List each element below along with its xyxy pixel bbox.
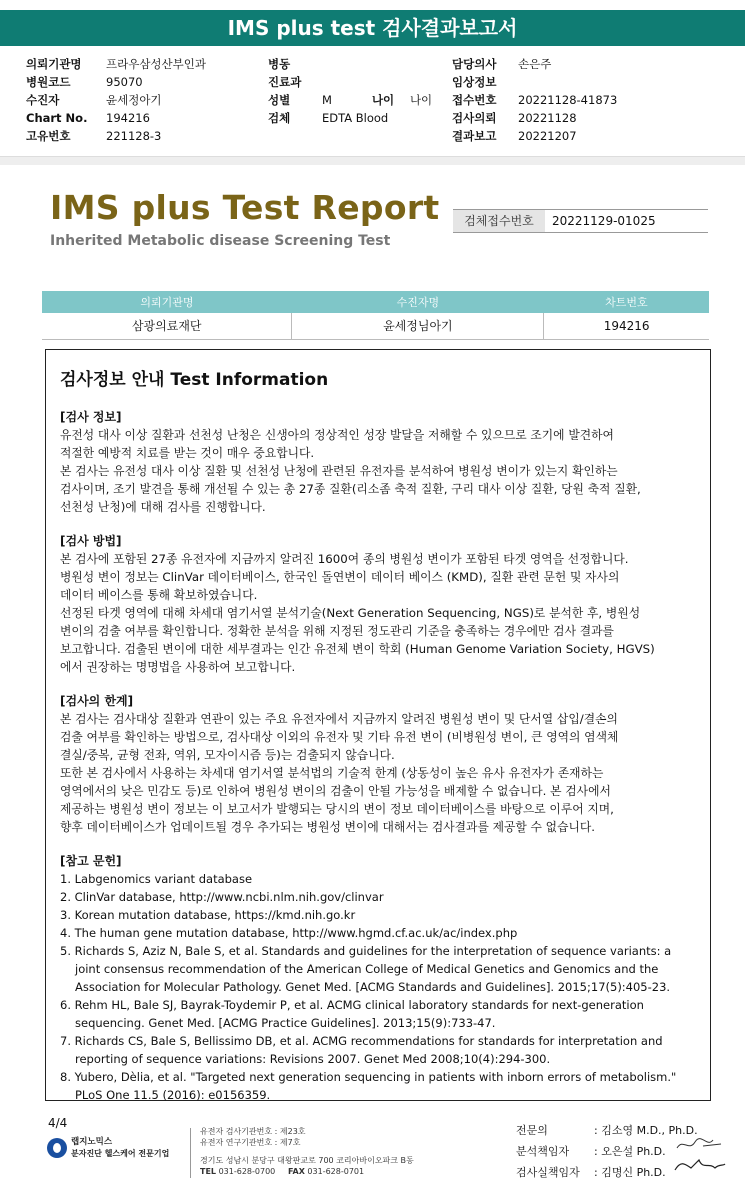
address-line: 경기도 성남시 분당구 대왕판교로 700 코리아바이오파크 B동	[200, 1156, 414, 1165]
meta-value: 221128-3	[106, 129, 162, 143]
company-tagline: 분자진단 헬스케어 전문기업	[71, 1149, 170, 1158]
section-body-test-info	[60, 426, 696, 516]
meta-row	[26, 127, 206, 145]
section-heading-test-method: [검사 방법]	[60, 534, 122, 548]
address-info	[200, 1155, 414, 1177]
signer-list	[516, 1120, 698, 1183]
section-separator	[0, 156, 745, 165]
signer-name: : 김명신 Ph.D.	[594, 1166, 666, 1179]
meta-row	[452, 73, 617, 91]
meta-value: 프라우삼성산부인과	[106, 57, 206, 71]
meta-value: EDTA Blood	[322, 111, 389, 125]
list-item: 2. ClinVar database, http://www.ncbi.nlm.nih.gov/clinvar	[60, 890, 384, 904]
meta-value: M	[322, 93, 332, 107]
fax-number: 031-628-0701	[307, 1167, 365, 1176]
meta-key: 임상정보	[452, 75, 497, 89]
table-cell: 194216	[544, 313, 709, 339]
meta-key: Chart No.	[26, 111, 88, 125]
text-line: 에서 권장하는 명명법을 사용하여 보고합니다.	[60, 660, 296, 674]
text-line: 변이의 검출 여부를 확인합니다. 정확한 분석을 위해 지정된 정도관리 기준을 충족하는 경우에만 검사 결과를	[60, 624, 614, 638]
signer-row	[516, 1162, 698, 1183]
section-heading-references: [참고 문헌]	[60, 854, 122, 868]
signer-row	[516, 1120, 698, 1141]
license-info	[200, 1126, 306, 1148]
report-title: IMS plus Test Report	[50, 188, 440, 227]
meta-value: 손은주	[518, 57, 552, 71]
text-line: 본 검사는 유전성 대사 이상 질환 및 선천성 난청에 관련된 유전자를 분석하여 병원성 변이가 있는지 확인하는	[60, 464, 618, 478]
table-header: 의뢰기관명	[42, 291, 292, 313]
meta-column-1	[26, 55, 206, 145]
meta-column-2	[268, 55, 432, 127]
table-header-row	[42, 291, 709, 313]
company-logo-icon	[47, 1138, 67, 1158]
table-header: 수진자명	[292, 291, 544, 313]
meta-row	[268, 73, 432, 91]
meta-value: 20221207	[518, 129, 577, 143]
meta-key: 접수번호	[452, 93, 497, 107]
text-line: 적절한 예방적 치료를 받는 것이 매우 중요합니다.	[60, 446, 315, 460]
meta-value: 194216	[106, 111, 150, 125]
text-line: 영역에서의 낮은 민감도 등)로 인하여 병원성 변이의 검출이 안될 가능성을 배제할 수 없습니다. 본 검사에서	[60, 784, 611, 798]
tel-number: 031-628-0700	[218, 1167, 276, 1176]
section-heading-test-limits: [검사의 한계]	[60, 694, 134, 708]
text-line: 본 검사에 포함된 27종 유전자에 지금까지 알려진 1600여 종의 병원성 변이가 포함된 타겟 영역을 선정합니다.	[60, 552, 629, 566]
meta-key: 고유번호	[26, 129, 71, 143]
list-item: 5. Richards S, Aziz N, Bale S, et al. Standards and guidelines for the interpretation of sequence variants: a joint consensus recommendation of the American College of Medical Genetics and Genomics and the Association for Molecular Pathology. Genet Med. [ACMG Standards and Guidelines]. 2015;17(5):405-23.	[60, 944, 672, 994]
meta-value: 20221128-41873	[518, 93, 618, 107]
text-line: 선정된 타겟 영역에 대해 차세대 염기서열 분석기술(Next Generation Sequencing, NGS)로 분석한 후, 병원성	[60, 606, 641, 620]
meta-row	[268, 91, 432, 109]
signer-row	[516, 1141, 698, 1162]
patient-info-table	[42, 291, 709, 340]
company-name: 랩지노믹스	[71, 1137, 113, 1147]
text-line: 선천성 난청)에 대해 검사를 진행합니다.	[60, 500, 266, 514]
text-line: 향후 데이터베이스가 업데이트될 경우 추가되는 병원성 변이에 대해서는 검사결과를 제공할 수 없습니다.	[60, 820, 596, 834]
age-value: 나이	[409, 93, 433, 107]
meta-row	[268, 55, 432, 73]
text-line: 데이터 베이스를 통해 확보하였습니다.	[60, 588, 258, 602]
report-banner: IMS plus test 검사결과보고서	[0, 10, 745, 46]
signer-role: 검사실책임자	[516, 1166, 580, 1179]
meta-row	[452, 91, 617, 109]
receipt-number-box	[453, 209, 708, 233]
contact-line	[200, 1166, 414, 1177]
meta-key: 병원코드	[26, 75, 71, 89]
signature-icon	[673, 1154, 727, 1174]
text-line: 보고합니다. 검출된 변이에 대한 세부결과는 인간 유전체 변이 학회 (Human Genome Variation Society, HGVS)	[60, 642, 655, 656]
meta-key: 결과보고	[452, 129, 497, 143]
meta-key: 성별	[268, 93, 291, 107]
table-row	[42, 313, 709, 339]
signer-role: 전문의	[516, 1124, 548, 1137]
meta-row	[452, 127, 617, 145]
test-information-title: 검사정보 안내 Test Information	[60, 370, 329, 390]
text-line: 유전성 대사 이상 질환과 선천성 난청은 신생아의 정상적인 성장 발달을 저해할 수 있으므로 조기에 발견하여	[60, 428, 614, 442]
list-item: 3. Korean mutation database, https://kmd.nih.go.kr	[60, 908, 356, 922]
signer-name: : 김소영 M.D., Ph.D.	[594, 1124, 698, 1137]
meta-column-3	[452, 55, 617, 145]
text-line: 검사이며, 조기 발견을 통해 개선될 수 있는 총 27종 질환(리소좀 축적 질환, 구리 대사 이상 질환, 당원 축적 질환,	[60, 482, 641, 496]
meta-value: 20221128	[518, 111, 577, 125]
meta-row	[26, 55, 206, 73]
meta-row	[452, 55, 617, 73]
section-body-test-method	[60, 550, 696, 676]
meta-key: 검사의뢰	[452, 111, 497, 125]
meta-row	[26, 91, 206, 109]
meta-key: 진료과	[268, 75, 302, 89]
footer-divider	[190, 1128, 191, 1178]
page-footer	[0, 1108, 745, 1194]
test-information-box	[45, 349, 711, 1101]
meta-value: 윤세정아기	[106, 93, 162, 107]
license-line: 유전자 검사기관번호 : 제23호	[200, 1127, 306, 1136]
text-line: 검출 여부를 확인하는 방법으로, 검사대상 이외의 유전자 및 기타 유전 변이 (비병원성 변이, 큰 영역의 염색체	[60, 730, 619, 744]
list-item: 4. The human gene mutation database, http://www.hgmd.cf.ac.uk/ac/index.php	[60, 926, 518, 940]
signer-role: 분석책임자	[516, 1145, 570, 1158]
meta-key: 수진자	[26, 93, 60, 107]
list-item: 1. Labgenomics variant database	[60, 872, 253, 886]
meta-key: 병동	[268, 57, 291, 71]
section-heading-test-info: [검사 정보]	[60, 410, 122, 424]
meta-key: 담당의사	[452, 57, 497, 71]
receipt-label: 검체접수번호	[453, 210, 545, 232]
text-line: 결실/중복, 균형 전좌, 역위, 모자이시즘 등)는 검출되지 않습니다.	[60, 748, 395, 762]
page-number: 4/4	[48, 1116, 68, 1130]
meta-row	[26, 73, 206, 91]
meta-key: 의뢰기관명	[26, 57, 82, 71]
text-line: 본 검사는 검사대상 질환과 연관이 있는 주요 유전자에서 지금까지 알려진 병원성 변이 및 단서열 삽입/결손의	[60, 712, 618, 726]
signer-name: : 오은설 Ph.D.	[594, 1145, 666, 1158]
table-header: 차트번호	[544, 291, 709, 313]
report-subtitle: Inherited Metabolic disease Screening Test	[50, 233, 391, 249]
text-line: 제공하는 병원성 변이 정보는 이 보고서가 발행되는 당시의 변이 정보 데이터베이스를 바탕으로 이루어 지며,	[60, 802, 614, 816]
list-item: 7. Richards CS, Bale S, Bellissimo DB, et al. ACMG recommendations for standards for interpretation and reporting of sequence variations: Revisions 2007. Genet Med 2008;10(4):294-300.	[60, 1034, 663, 1066]
table-cell: 윤세정님아기	[292, 313, 544, 339]
reference-list	[60, 870, 696, 1104]
text-line: 또한 본 검사에서 사용하는 차세대 염기서열 분석법의 기술적 한계 (상동성이 높은 유사 유전자가 존재하는	[60, 766, 604, 780]
meta-value: 95070	[106, 75, 143, 89]
tel-label: TEL	[200, 1167, 217, 1176]
meta-row	[452, 109, 617, 127]
fax-label: FAX	[287, 1167, 305, 1176]
receipt-value: 20221129-01025	[552, 214, 656, 228]
meta-row	[268, 109, 432, 127]
section-body-test-limits	[60, 710, 696, 836]
license-line: 유전자 연구기관번호 : 제7호	[200, 1138, 301, 1147]
meta-row	[26, 109, 206, 127]
text-line: 병원성 변이 정보는 ClinVar 데이터베이스, 한국인 돌연변이 데이터 베이스 (KMD), 질환 관련 문헌 및 자사의	[60, 570, 620, 584]
table-cell: 삼광의료재단	[42, 313, 292, 339]
age-key: 나이	[371, 93, 395, 107]
list-item: 6. Rehm HL, Bale SJ, Bayrak-Toydemir P, et al. ACMG clinical laboratory standards for next-generation sequencing. Genet Med. [ACMG Practice Guidelines]. 2013;15(9):733-47.	[60, 998, 644, 1030]
meta-key: 검체	[268, 111, 291, 125]
signature-icon	[673, 1134, 727, 1154]
list-item: 8. Yubero, Dèlia, et al. "Targeted next generation sequencing in patients with inborn errors of metabolism." PLoS One 11.5 (2016): e0156359.	[60, 1070, 677, 1102]
